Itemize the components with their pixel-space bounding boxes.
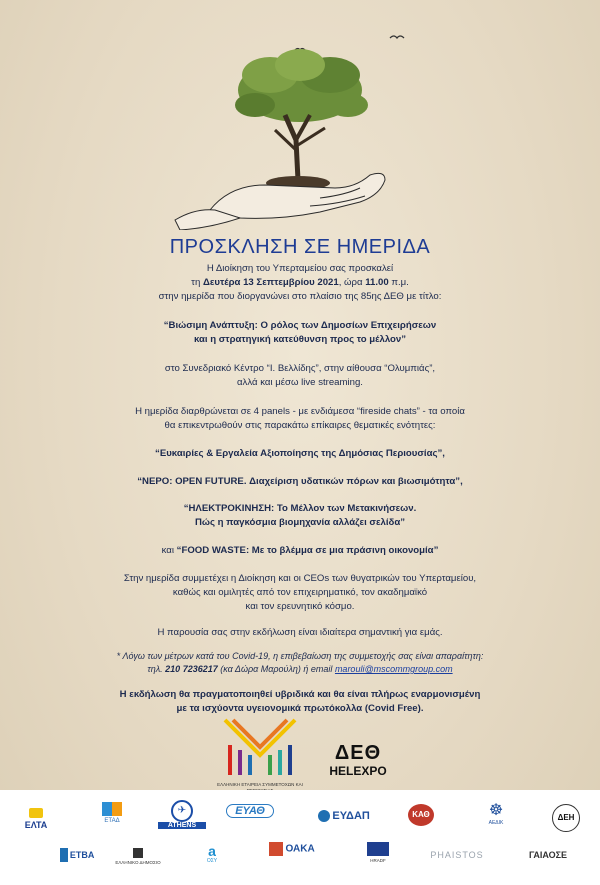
hcap-logo-caption: ΕΛΛΗΝΙΚΗ ΕΤΑΙΡΕΙΑ ΣΥΜΜΕΤΟΧΩΝ ΚΑΙ <box>217 782 303 787</box>
gaiaose-logo <box>518 850 578 860</box>
intro-post: π.μ. <box>388 277 409 288</box>
intro-mid: , ώρα <box>338 277 366 288</box>
participants-line-3: και τον ερευνητικό κόσμο. <box>245 601 355 612</box>
intro-line-1: Η Διοίκηση του Υπερταμείου σας προσκαλεί <box>206 263 394 274</box>
athens-airport-logo <box>158 800 206 829</box>
etad-logo-mark <box>102 802 122 816</box>
tree-canopy <box>235 49 368 122</box>
plane-icon: ✈ <box>171 800 193 822</box>
sponsor-logos-band <box>0 790 600 885</box>
participants-line-2: καθώς και ομιλητές από τον επιχειρηματικό, τον ακαδημαϊκό <box>172 587 428 598</box>
topic-3-line-2: Πώς η παγκόσμια βιομηχανία αλλάζει σελίδα” <box>194 517 406 528</box>
osy-logo-text: ΟΣΥ <box>206 858 218 864</box>
gaiaose-logo-text: ΓΑΙΑΟΣΕ <box>528 850 568 860</box>
event-title-line-1: “Βιώσιμη Ανάπτυξη: Ο ρόλος των Δημοσίων Επιχειρήσεων <box>163 320 437 331</box>
hcap-logo-mark <box>215 715 305 777</box>
covid-tel-label: τηλ. <box>147 664 166 674</box>
contact-email-link[interactable]: marouli@mscommgroup.com <box>334 664 453 674</box>
oaka-logo <box>262 842 322 856</box>
athens-logo-text: ATHENS <box>158 822 206 829</box>
phaistos-logo-text: PHAISTOS <box>430 850 484 860</box>
oaka-logo-mark <box>269 842 283 856</box>
eydap-logo <box>314 810 374 822</box>
etva-logo-text: ΕΤΒΑ <box>69 850 95 860</box>
topic-1: “Ευκαιρίες & Εργαλεία Αξιοποίησης της Δημόσιας Περιουσίας”, <box>155 448 445 459</box>
topic-4-pre: και <box>161 545 177 556</box>
intro-line-2 <box>40 276 560 289</box>
deth-logo-text: ΔΕΘ <box>334 742 382 764</box>
kath-logo <box>408 804 438 826</box>
etva-logo <box>55 848 99 862</box>
eyath-logo-text: ΕΥΑΘ <box>226 804 274 818</box>
aedik-logo <box>470 802 522 826</box>
event-time: 11.00 <box>365 277 389 288</box>
covid-line-1: * Λόγω των μέτρων κατά του Covid-19, η επιβεβαίωση της συμμετοχής σας είναι απαραίτητη: <box>116 651 484 661</box>
deth-helexpo-logo <box>318 742 398 784</box>
deh-logo <box>552 804 582 832</box>
topic-4: “FOOD WASTE: Με το βλέμμα σε μια πράσινη οικονομία” <box>176 545 439 556</box>
etad-logo-text: ΕΤΑΔ <box>104 818 120 824</box>
topic-2: “ΝΕΡΟ: OPEN FUTURE. Διαχείριση υδατικών πόρων και βιωσιμότητα”, <box>137 476 463 487</box>
hcap-logo <box>215 715 305 787</box>
participants-line-1: Στην ημερίδα συμμετέχει η Διοίκηση και οι CEOs των θυγατρικών του Υπερταμείου, <box>123 573 477 584</box>
hybrid-line-1: Η εκδήλωση θα πραγματοποιηθεί υβριδικά και θα είναι πλήρως εναρμονισμένη <box>119 689 481 700</box>
ship-wheel-icon: ☸ <box>488 802 504 819</box>
oaka-logo-text: ΟΑΚΑ <box>285 843 315 855</box>
aedik-logo-text: ΑΕΔΙΚ <box>488 820 504 826</box>
kath-logo-text: ΚΑΘ <box>408 804 434 826</box>
eyath-logo <box>226 804 274 818</box>
event-title-line-2: και η στρατηγική κατεύθυνση προς το μέλλον” <box>193 334 407 345</box>
etva-logo-mark <box>60 848 68 862</box>
tree-in-hand-illustration <box>170 20 430 230</box>
elta-logo-mark <box>29 808 43 818</box>
tree-trunk <box>275 115 325 180</box>
event-date: Δευτέρα 13 Σεπτεμβρίου 2021 <box>202 277 339 288</box>
eydap-drop-icon <box>318 810 330 822</box>
helexpo-logo-text: HELEXPO <box>329 764 387 778</box>
hradf-logo <box>350 842 406 863</box>
eydap-logo-text: ΕΥΔΑΠ <box>332 810 370 822</box>
venue-line-1: στο Συνεδριακό Κέντρο “Ι. Βελλίδης”, στην αίθουσα “Ολυμπιάς”, <box>164 363 436 374</box>
deh-logo-text: ΔΕΗ <box>552 804 580 832</box>
venue-line-2: αλλά και μέσω live streaming. <box>237 377 363 388</box>
hybrid-line-2: με τα ισχύοντα υγειονομικά πρωτόκολλα (Covid Free). <box>176 703 424 714</box>
hradf-logo-mark <box>367 842 389 856</box>
contact-phone: 210 7236217 <box>165 664 218 674</box>
railways-logo-text: ΕΛΛΗΝΙΚΟ ΔΗΜΟΣΙΟ <box>115 860 161 865</box>
topic-3-line-1: “ΗΛΕΚΤΡΟΚΙΝΗΣΗ: Το Μέλλον των Μετακινήσεων. <box>183 503 417 514</box>
covid-line-2 <box>40 663 560 676</box>
hellenic-railways-logo <box>108 848 168 865</box>
intro-line-3: στην ημερίδα που διοργανώνει στο πλαίσιο της 85ης ΔΕΘ με τίτλο: <box>158 291 442 302</box>
page-title: ΠΡΟΣΚΛΗΣΗ ΣΕ ΗΜΕΡΙΔΑ <box>169 236 431 258</box>
panels-line-2: θα επικεντρωθούν στις παρακάτω επίκαιρες θεματικές ενότητες: <box>164 420 436 431</box>
panels-line-1: Η ημερίδα διαρθρώνεται σε 4 panels - με ενδιάμεσα “fireside chats” - τα οποία <box>135 406 465 417</box>
importance-line: Η παρουσία σας στην εκδήλωση είναι ιδιαίτερα σημαντική για εμάς. <box>157 627 443 638</box>
etad-logo <box>90 802 134 824</box>
phaistos-logo <box>422 850 492 860</box>
covid-contact-mid: (κα Δώρα Μαρούλη) ή email <box>217 664 335 674</box>
intro-pre: τη <box>191 277 203 288</box>
topic-4-line <box>40 544 560 557</box>
elta-logo-text: ΕΛΤΑ <box>24 820 48 830</box>
elta-logo <box>12 808 60 830</box>
osy-logo-mark: a <box>208 843 216 859</box>
osy-logo <box>190 844 234 864</box>
railways-logo-mark <box>133 848 143 858</box>
birds <box>295 36 404 50</box>
hradf-logo-text: HRADF <box>370 858 386 863</box>
